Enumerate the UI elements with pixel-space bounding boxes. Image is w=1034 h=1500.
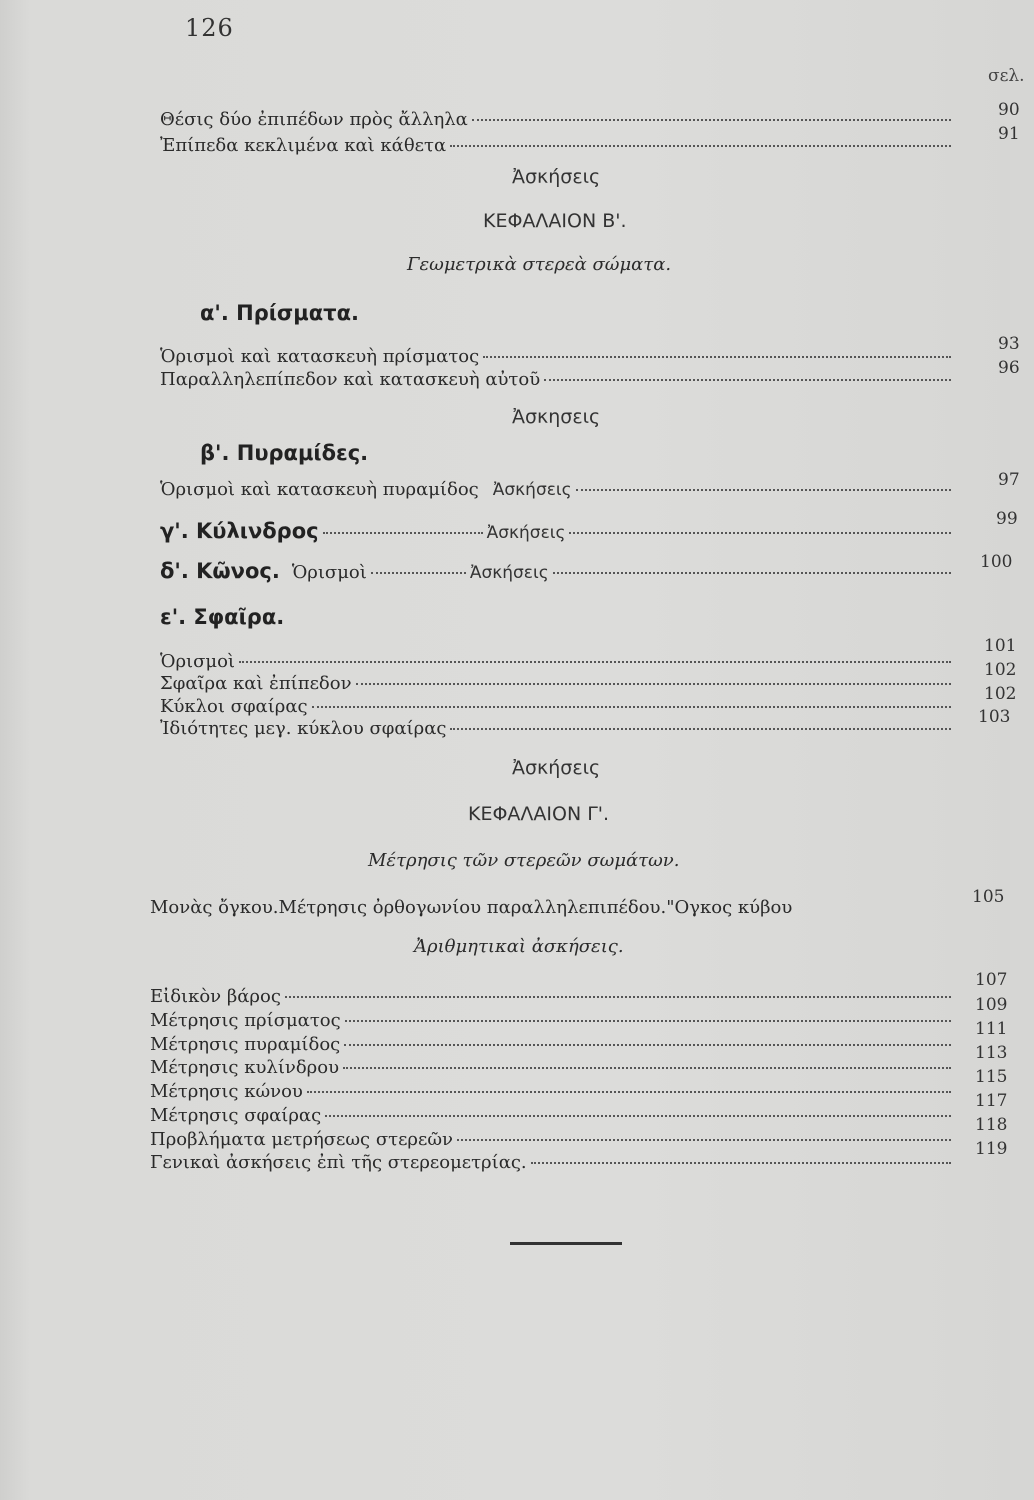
dot-leader xyxy=(371,571,466,574)
dot-leader xyxy=(483,355,951,358)
toc-entry-text: Παραλληλεπίπεδον καὶ κατασκευὴ αὐτοῦ xyxy=(160,369,541,390)
toc-entry-text: Μονὰς ὄγκου.Μέτρησις ὀρθογωνίου παραλληλεπιπέδου."Ογκος κύβου xyxy=(150,897,793,918)
toc-entry-text: Μέτρησις κυλίνδρου xyxy=(150,1057,340,1078)
dot-leader xyxy=(569,531,951,534)
exercises-label: Ἀσκησεις xyxy=(512,406,601,428)
toc-entry-page: 93 xyxy=(998,334,1020,354)
dot-leader xyxy=(343,1066,951,1069)
toc-entry xyxy=(150,1058,955,1078)
toc-entry xyxy=(150,1011,955,1031)
toc-entry xyxy=(150,1106,955,1126)
end-rule xyxy=(510,1242,622,1245)
toc-entry-page: 96 xyxy=(998,358,1020,378)
toc-entry xyxy=(160,110,955,130)
toc-entry-page: 97 xyxy=(998,470,1020,490)
dot-leader xyxy=(576,488,951,491)
toc-entry-page: 103 xyxy=(978,707,1011,727)
toc-entry xyxy=(160,697,955,717)
section-heading: α'. Πρίσματα. xyxy=(200,301,359,325)
toc-entry-page: 111 xyxy=(975,1019,1008,1039)
toc-entry-page: 115 xyxy=(975,1067,1008,1087)
dot-leader xyxy=(450,727,951,730)
dot-leader xyxy=(472,118,951,121)
toc-entry-text: Ὁρισμοὶ xyxy=(160,651,235,672)
section-heading: δ'. Κῶνος. xyxy=(160,559,280,583)
toc-entry-text: Μέτρησις κώνου xyxy=(150,1081,303,1102)
toc-entry-text: Εἰδικὸν βάρος xyxy=(150,986,281,1007)
toc-entry xyxy=(160,347,955,367)
dot-leader xyxy=(307,1090,951,1093)
toc-entry-text: Προβλήματα μετρήσεως στερεῶν xyxy=(150,1129,453,1150)
toc-entry-text: Ἐπίπεδα κεκλιμένα καὶ κάθετα xyxy=(160,135,447,156)
section-heading: ε'. Σφαῖρα. xyxy=(160,605,285,629)
toc-entry-page: 90 xyxy=(998,100,1020,120)
toc-entry xyxy=(160,652,955,672)
chapter-subtitle: Γεωμετρικὰ στερεὰ σώματα. xyxy=(407,254,672,275)
toc-entry xyxy=(150,1082,955,1102)
toc-entry-page: 102 xyxy=(984,660,1017,680)
dot-leader xyxy=(531,1161,951,1164)
dot-leader xyxy=(344,1043,951,1046)
toc-entry xyxy=(150,1035,955,1055)
dot-leader xyxy=(457,1138,951,1141)
toc-entry-text: Κύκλοι σφαίρας xyxy=(160,696,308,717)
toc-entry-text: Μέτρησις σφαίρας xyxy=(150,1105,322,1126)
toc-entry xyxy=(160,480,955,500)
page-number: 126 xyxy=(185,14,234,42)
toc-entry xyxy=(150,1130,955,1150)
toc-entry xyxy=(160,674,955,694)
toc-entry-page: 117 xyxy=(975,1091,1008,1111)
toc-entry-page: 91 xyxy=(998,124,1020,144)
section-heading: γ'. Κύλινδρος xyxy=(160,519,319,543)
toc-entry xyxy=(160,719,955,739)
dot-leader xyxy=(239,660,951,663)
dot-leader xyxy=(345,1019,951,1022)
toc-entry-text: Ὁρισμοὶ xyxy=(291,562,367,583)
column-header-page: σελ. xyxy=(988,66,1025,86)
toc-entry xyxy=(150,898,965,918)
toc-entry xyxy=(160,370,955,390)
toc-entry-page: 118 xyxy=(975,1115,1008,1135)
dot-leader xyxy=(356,682,951,685)
toc-entry-text: Ἰδιότητες μεγ. κύκλου σφαίρας xyxy=(160,718,447,739)
exercises-label: Ἀσκήσεις xyxy=(512,166,601,188)
subsection-heading: Ἀριθμητικαὶ ἀσκήσεις. xyxy=(414,936,624,957)
toc-entry xyxy=(160,521,955,543)
section-heading: β'. Πυραμίδες. xyxy=(200,441,369,465)
chapter-title: ΚΕΦΑΛΑΙΟΝ Γ'. xyxy=(468,803,610,825)
dot-leader xyxy=(544,378,951,381)
toc-entry-page: 99 xyxy=(996,509,1018,529)
toc-entry-text: Ὁρισμοὶ καὶ κατασκευὴ πρίσματος xyxy=(160,346,480,367)
toc-entry-page: 101 xyxy=(984,636,1017,656)
dot-leader xyxy=(450,144,951,147)
dot-leader xyxy=(325,1114,951,1117)
dot-leader xyxy=(553,571,951,574)
dot-leader xyxy=(323,531,483,534)
toc-entry-page: 113 xyxy=(975,1043,1008,1063)
toc-entry-text: Μέτρησις πυραμίδος xyxy=(150,1034,341,1055)
toc-entry-exercises: Ἀσκήσεις xyxy=(486,523,566,543)
dot-leader xyxy=(312,705,951,708)
toc-entry-exercises: Ἀσκήσεις xyxy=(469,563,549,583)
toc-entry-text: Σφαῖρα καὶ ἐπίπεδον xyxy=(160,673,352,694)
dot-leader xyxy=(285,995,951,998)
exercises-label: Ἀσκήσεις xyxy=(512,757,601,779)
toc-entry-page: 107 xyxy=(975,970,1008,990)
toc-entry-page: 100 xyxy=(980,552,1013,572)
toc-entry xyxy=(160,136,955,156)
toc-entry xyxy=(150,1153,955,1173)
toc-entry xyxy=(150,987,955,1007)
toc-entry-text: Ὁρισμοὶ καὶ κατασκευὴ πυραμίδος xyxy=(160,479,479,500)
toc-entry-text: Θέσις δύο ἐπιπέδων πρὸς ἄλληλα xyxy=(160,109,468,130)
toc-entry-exercises: Ἀσκήσεις xyxy=(492,480,572,500)
toc-entry xyxy=(160,561,955,583)
toc-entry-page: 119 xyxy=(975,1139,1008,1159)
toc-entry-page: 102 xyxy=(984,684,1017,704)
toc-entry-page: 105 xyxy=(972,887,1005,907)
chapter-subtitle: Μέτρησις τῶν στερεῶν σωμάτων. xyxy=(368,850,680,871)
toc-entry-page: 109 xyxy=(975,995,1008,1015)
toc-entry-text: Γενικαὶ ἀσκήσεις ἐπὶ τῆς στερεομετρίας. xyxy=(150,1152,527,1173)
chapter-title: ΚΕΦΑΛΑΙΟΝ Β'. xyxy=(483,210,627,232)
toc-entry-text: Μέτρησις πρίσματος xyxy=(150,1010,341,1031)
